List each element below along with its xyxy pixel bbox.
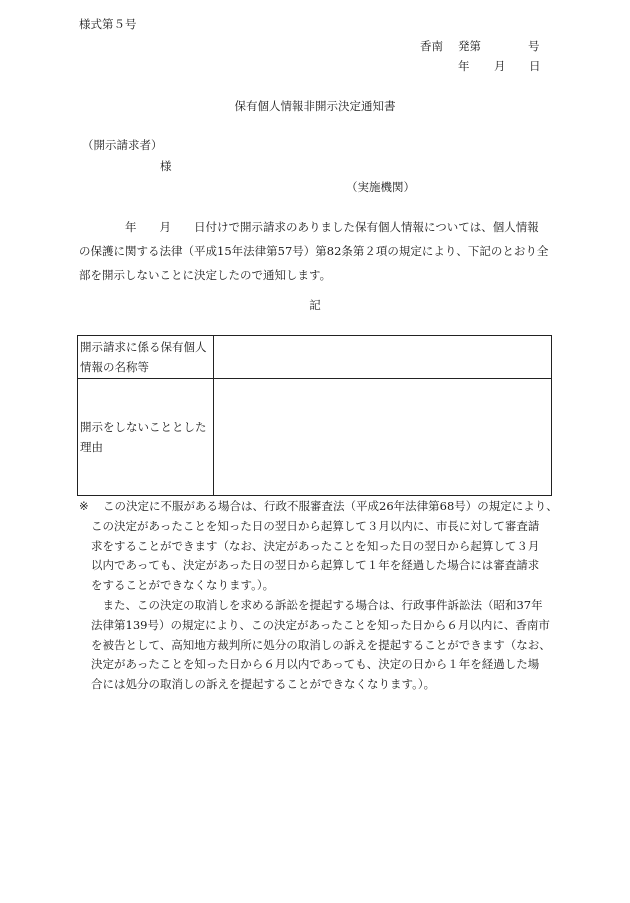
note-line: 合には処分の取消しの訴えを提起することができなくなります。）。: [91, 677, 436, 692]
row-label-info-name: [78, 336, 214, 379]
row-label-reason: [78, 379, 214, 496]
appeal-notes: [79, 497, 559, 695]
table-row: [78, 336, 552, 379]
honorific: 様: [160, 159, 172, 173]
label-line: 開示請求に係る保有個人: [80, 340, 207, 354]
note-line: 法律第139号）の規定により、この決定があったことを知った日から６月以内に、香南市: [91, 617, 550, 632]
note-mark: ※: [79, 499, 89, 513]
issue-label: 発第: [458, 39, 481, 53]
reason-value[interactable]: [214, 379, 552, 496]
note-line: また、この決定の取消しを求める訴訟を提起する場合は、行政事件訴訟法（昭和37年: [91, 597, 543, 612]
body-line: 年 月 日付けで開示請求のありました保有個人情報については、個人情報: [79, 220, 539, 234]
ki-heading: 記: [309, 298, 321, 312]
note-line: この決定があったことを知った日の翌日から起算して３月以内に、市長に対して審査請: [91, 518, 540, 533]
notice-body: [79, 215, 553, 287]
requester-label: （開示請求者）: [82, 138, 163, 152]
table-row: [78, 379, 552, 496]
body-line: 部を開示しないことに決定したので通知します。: [79, 268, 332, 282]
label-line: 情報の名称等: [80, 360, 149, 374]
body-line: の保護に関する法律（平成15年法律第57号）第82条第２項の規定により、下記のとおり全: [79, 244, 549, 258]
form-number: 様式第５号: [79, 17, 137, 31]
note-line: 決定があったことを知った日から６月以内であっても、決定の日から１年を経過した場: [91, 657, 540, 672]
info-table: [77, 335, 552, 496]
agency-label: （実施機関）: [346, 180, 415, 194]
note-line: 求をすることができます（なお、決定があったことを知った日の翌日から起算して３月: [91, 538, 540, 553]
issuer-org: 香南: [420, 39, 443, 53]
day-label: 日: [529, 59, 541, 73]
year-label: 年: [458, 59, 470, 73]
document-title: 保有個人情報非開示決定通知書: [234, 99, 396, 113]
label-line: 理由: [80, 440, 103, 454]
label-line: 開示をしないこととした: [80, 420, 207, 434]
note-line: ※ この決定に不服がある場合は、行政不服審査法（平成26年法律第68号）の規定により、: [79, 497, 559, 517]
note-line: 以内であっても、決定があった日の翌日から起算して１年を経過した場合には審査請求: [91, 558, 540, 573]
note-line: をすることができなくなります。）。: [91, 578, 275, 593]
month-label: 月: [494, 59, 506, 73]
number-label: 号: [528, 39, 540, 53]
info-name-value[interactable]: [214, 336, 552, 379]
note-line: を被告として、高知地方裁判所に処分の取消しの訴えを提起することができます（なお、: [91, 637, 551, 652]
